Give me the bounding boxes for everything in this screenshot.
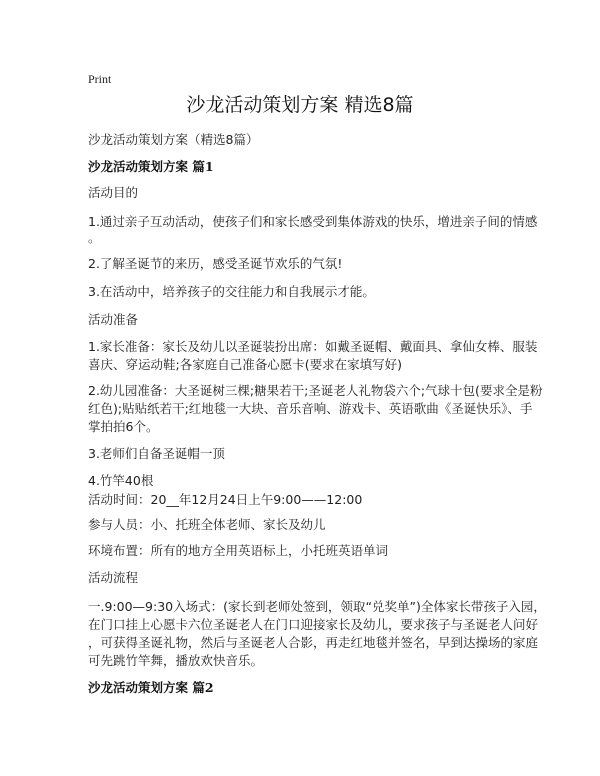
line: 可先跳竹竿舞，播放欢快音乐。 <box>88 653 264 668</box>
section-heading-2: 沙龙活动策划方案 篇2 <box>88 680 214 695</box>
line: 1.家长准备：家长及幼儿以圣诞装扮出席：如戴圣诞帽、戴面具、拿仙女棒、服装 <box>88 339 538 354</box>
line: 掌拍拍6个。 <box>88 419 159 434</box>
line: 。 <box>88 230 101 245</box>
goal-3: 3.在活动中，培养孩子的交往能力和自我展示才能。 <box>88 284 375 299</box>
activity-time: 活动时间：20__年12月24日上午9:00——12:00 <box>88 492 363 507</box>
participants: 参与人员：小、托班全体老师、家长及幼儿 <box>88 517 326 532</box>
line: 一.9:00—9:30入场式：(家长到老师处签到，领取“兑奖单”)全体家长带孩子入园， <box>88 599 546 614</box>
line: 喜庆、穿运动鞋;各家庭自己准备心愿卡(要求在家填写好) <box>88 357 402 372</box>
prep-3: 3.老师们自备圣诞帽一顶 <box>88 446 225 461</box>
goal-1 <box>88 213 537 247</box>
line: 1.通过亲子互动活动，使孩子们和家长感受到集体游戏的快乐，增进亲子间的情感 <box>88 214 538 229</box>
goal-2: 2.了解圣诞节的来历，感受圣诞节欢乐的气氛! <box>88 256 343 271</box>
line: ，可获得圣诞礼物，然后与圣诞老人合影，再走红地毯并签名，早到达操场的家庭 <box>88 635 539 650</box>
section-heading-1: 沙龙活动策划方案 篇1 <box>88 159 214 174</box>
prep-4: 4.竹竿40根 <box>88 473 154 488</box>
flow-1 <box>88 598 546 670</box>
environment: 环境布置：所有的地方全用英语标上，小托班英语单词 <box>88 543 389 558</box>
subtitle: 沙龙活动策划方案（精选8篇） <box>88 132 259 147</box>
line: 在门口挂上心愿卡六位圣诞老人在门口迎接家长及幼儿，要求孩子与圣诞老人问好 <box>88 617 539 632</box>
print-link[interactable]: Print <box>88 72 112 86</box>
prep-label: 活动准备 <box>88 312 139 327</box>
line: 2.幼儿园准备：大圣诞树三棵;糖果若干;圣诞老人礼物袋六个;气球十包(要求全是粉 <box>88 383 543 398</box>
prep-1 <box>88 338 537 374</box>
line: 红色);贴贴纸若干;红地毯一大块、音乐音响、游戏卡、英语歌曲《圣诞快乐》、手 <box>88 401 533 416</box>
goal-label: 活动目的 <box>88 185 139 200</box>
prep-2 <box>88 382 542 436</box>
flow-label: 活动流程 <box>88 570 139 585</box>
document-title: 沙龙活动策划方案 精选8篇 <box>186 94 414 116</box>
